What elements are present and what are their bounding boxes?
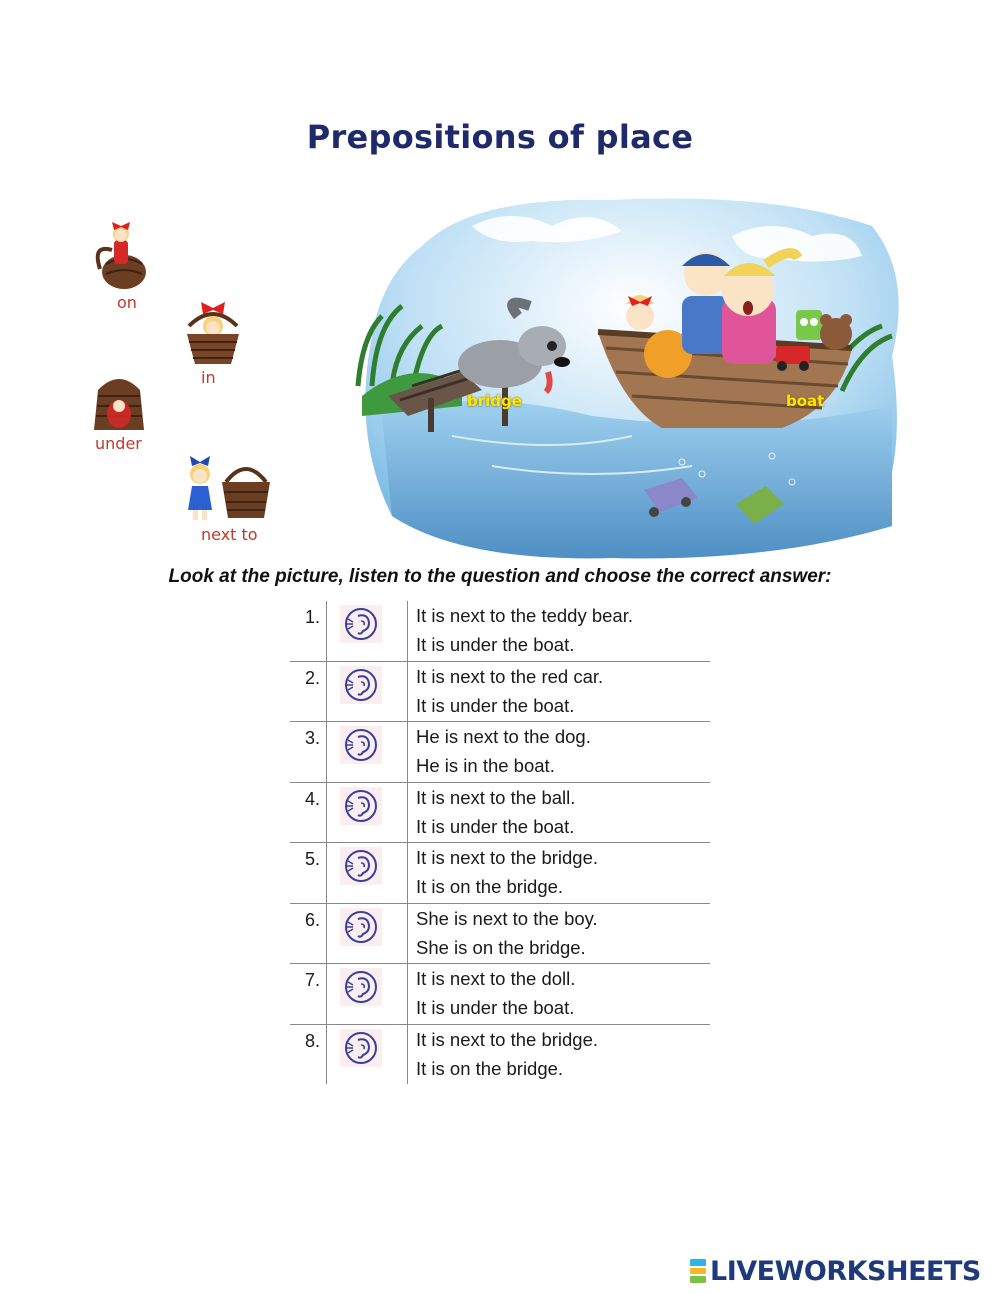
question-number: 4. [304, 788, 320, 809]
girl-next-to-basket-illustration [180, 452, 272, 524]
ear-audio-icon[interactable] [334, 666, 388, 704]
question-number: 2. [304, 667, 320, 688]
answer-option[interactable]: He is in the boat. [416, 755, 555, 776]
answer-option[interactable]: It is under the boat. [416, 634, 575, 655]
girl-in-basket-illustration [183, 292, 243, 368]
answer-option[interactable]: She is next to the boy. [416, 907, 598, 929]
question-number: 5. [304, 849, 320, 869]
question-number: 8. [304, 1030, 320, 1051]
ear-audio-icon[interactable] [334, 726, 388, 764]
answer-option[interactable]: It is next to the doll. [416, 968, 576, 989]
answer-option[interactable]: She is on the bridge. [416, 936, 586, 958]
answer-option[interactable]: It is next to the bridge. [416, 1028, 599, 1050]
label-in: in [201, 368, 216, 387]
question-row [290, 601, 710, 662]
label-on: on [117, 293, 137, 312]
answer-option[interactable]: He is next to the dog. [416, 726, 591, 747]
question-row [290, 964, 710, 1025]
scene-label-bridge: bridge [467, 392, 522, 410]
logo-mark-icon [690, 1258, 706, 1284]
ear-audio-icon[interactable] [334, 1029, 388, 1067]
answer-option[interactable]: It is under the boat. [416, 815, 575, 837]
scene-label-boat: boat [786, 392, 825, 410]
question-number: 1. [304, 607, 320, 627]
ear-audio-icon[interactable] [334, 787, 388, 825]
ear-audio-icon[interactable] [334, 847, 388, 885]
label-under: under [95, 434, 142, 453]
page-title: Prepositions of place [306, 118, 694, 156]
ear-audio-icon[interactable] [334, 605, 388, 643]
ear-audio-icon[interactable] [334, 968, 388, 1006]
girl-under-basket-illustration [88, 364, 150, 434]
question-row [290, 1025, 710, 1085]
question-table [290, 601, 710, 1084]
instruction-text: Look at the picture, listen to the question and choose the correct answer: [168, 566, 832, 587]
question-number: 3. [304, 728, 320, 748]
question-row [290, 783, 710, 844]
river-scene-illustration [352, 186, 908, 564]
answer-option[interactable]: It is next to the teddy bear. [416, 605, 633, 626]
question-row [290, 662, 710, 723]
question-row [290, 722, 710, 783]
logo-text: LIVEWORKSHEETS [710, 1255, 981, 1287]
ear-audio-icon[interactable] [334, 908, 388, 946]
answer-option[interactable]: It is on the bridge. [416, 1057, 564, 1079]
answer-option[interactable]: It is under the boat. [416, 694, 575, 716]
question-number: 7. [304, 970, 320, 990]
liveworksheets-logo [690, 1254, 981, 1288]
answer-option[interactable]: It is on the bridge. [416, 876, 564, 897]
answer-option[interactable]: It is next to the red car. [416, 665, 604, 687]
label-next-to: next to [201, 525, 258, 544]
answer-option[interactable]: It is next to the bridge. [416, 847, 599, 868]
answer-option[interactable]: It is under the boat. [416, 997, 575, 1018]
girl-on-basket-illustration [92, 214, 152, 292]
answer-option[interactable]: It is next to the ball. [416, 786, 576, 808]
question-row [290, 904, 710, 965]
question-row [290, 843, 710, 904]
question-number: 6. [304, 909, 320, 930]
